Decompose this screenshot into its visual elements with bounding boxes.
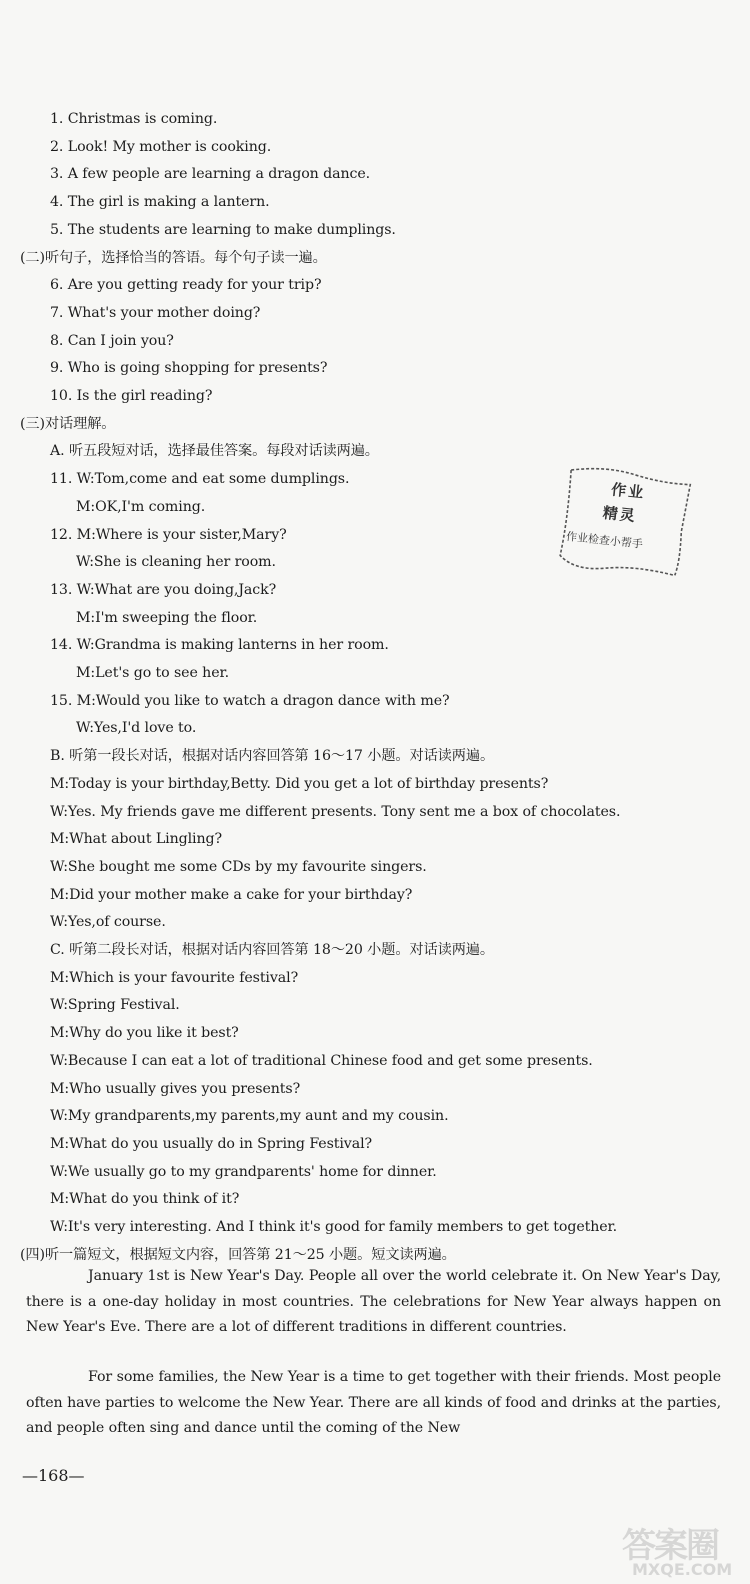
text-line: M:Who usually gives you presents?	[50, 1080, 301, 1097]
text-line: 10. Is the girl reading?	[50, 388, 213, 404]
text-line: W:Yes,of course.	[50, 914, 166, 931]
text-line: M:Which is your favourite festival?	[50, 969, 299, 986]
text-line: M:What do you think of it?	[50, 1191, 240, 1208]
text-line: M:Why do you like it best?	[50, 1025, 239, 1042]
text-line: W:It's very interesting. And I think it's good for family members to get together.	[50, 1219, 618, 1235]
text-line: 8. Can I join you?	[50, 332, 174, 349]
passage-paragraph: January 1st is New Year's Day. People all over the world celebrate it. On New Year's Day, there is a one-day holiday in most countries. The celebrations for New Year always happen on New Year's Eve. There are a lot of different traditions in different countries.	[26, 1268, 721, 1335]
page-number: —168—	[22, 1466, 85, 1485]
text-line: 6. Are you getting ready for your trip?	[50, 277, 322, 294]
text-line: W:My grandparents,my parents,my aunt and my cousin.	[50, 1108, 449, 1125]
text-line: W:We usually go to my grandparents' home for dinner.	[50, 1163, 437, 1180]
text-line: 13. W:What are you doing,Jack?	[50, 581, 277, 598]
text-line: B. 听第一段长对话，根据对话内容回答第 16～17 小题。对话读两遍。	[50, 748, 495, 765]
text-line: 5. The students are learning to make dumplings.	[50, 221, 396, 238]
text-line: M:OK,I'm coming.	[76, 498, 206, 515]
text-line: 3. A few people are learning a dragon dance.	[50, 166, 371, 183]
text-line: 2. Look! My mother is cooking.	[50, 138, 272, 155]
text-line: (三)对话理解。	[20, 415, 116, 432]
text-line: M:Let's go to see her.	[76, 665, 230, 681]
text-line: 4. The girl is making a lantern.	[50, 194, 270, 211]
text-line: (四)听一篇短文，根据短文内容，回答第 21～25 小题。短文读两遍。	[20, 1246, 456, 1263]
text-line: 12. M:Where is your sister,Mary?	[50, 526, 287, 543]
text-line: M:Today is your birthday,Betty. Did you get a lot of birthday presents?	[50, 775, 549, 792]
text-line: C. 听第二段长对话，根据对话内容回答第 18～20 小题。对话读两遍。	[50, 942, 494, 958]
text-line: W:Because I can eat a lot of traditional Chinese food and get some presents.	[50, 1052, 593, 1069]
text-line: M:I'm sweeping the floor.	[76, 609, 258, 626]
text-line: A. 听五段短对话，选择最佳答案。每段对话读两遍。	[50, 443, 379, 460]
text-line: 11. W:Tom,come and eat some dumplings.	[50, 471, 350, 488]
watermark-logo	[616, 1516, 746, 1580]
passage-paragraph: For some families, the New Year is a time to get together with their friends. Most people often have parties to welcome the New Year. There are all kinds of food and drinks at the parties, and people often sing and dance until the coming of the New	[26, 1369, 721, 1436]
stamp-line-3: 作业检查小帮手	[565, 529, 644, 551]
text-line: W:She is cleaning her room.	[76, 554, 276, 571]
text-line: 7. What's your mother doing?	[50, 304, 261, 321]
text-line: W:Spring Festival.	[50, 997, 180, 1014]
text-line: M:What about Lingling?	[50, 831, 223, 848]
text-line: W:Yes. My friends gave me different presents. Tony sent me a box of chocolates.	[50, 803, 621, 820]
homework-stamp	[555, 460, 696, 585]
text-line: 15. M:Would you like to watch a dragon dance with me?	[50, 692, 450, 709]
text-line: W:She bought me some CDs by my favourite singers.	[50, 858, 427, 875]
stamp-line-1: 作业	[610, 480, 647, 502]
text-line: (二)听句子，选择恰当的答语。每个句子读一遍。	[20, 249, 327, 266]
text-line: W:Yes,I'd love to.	[76, 720, 197, 737]
watermark-line-1: 答案圈	[622, 1526, 718, 1566]
text-line: M:What do you usually do in Spring Festival?	[50, 1135, 373, 1152]
text-line: 14. W:Grandma is making lanterns in her room.	[50, 637, 389, 654]
text-line: 1. Christmas is coming.	[50, 111, 218, 127]
watermark-line-2: MXQE.COM	[632, 1560, 733, 1579]
text-line: M:Did your mother make a cake for your birthday?	[50, 886, 413, 903]
text-line: 9. Who is going shopping for presents?	[50, 360, 328, 377]
stamp-line-2: 精灵	[601, 503, 638, 526]
